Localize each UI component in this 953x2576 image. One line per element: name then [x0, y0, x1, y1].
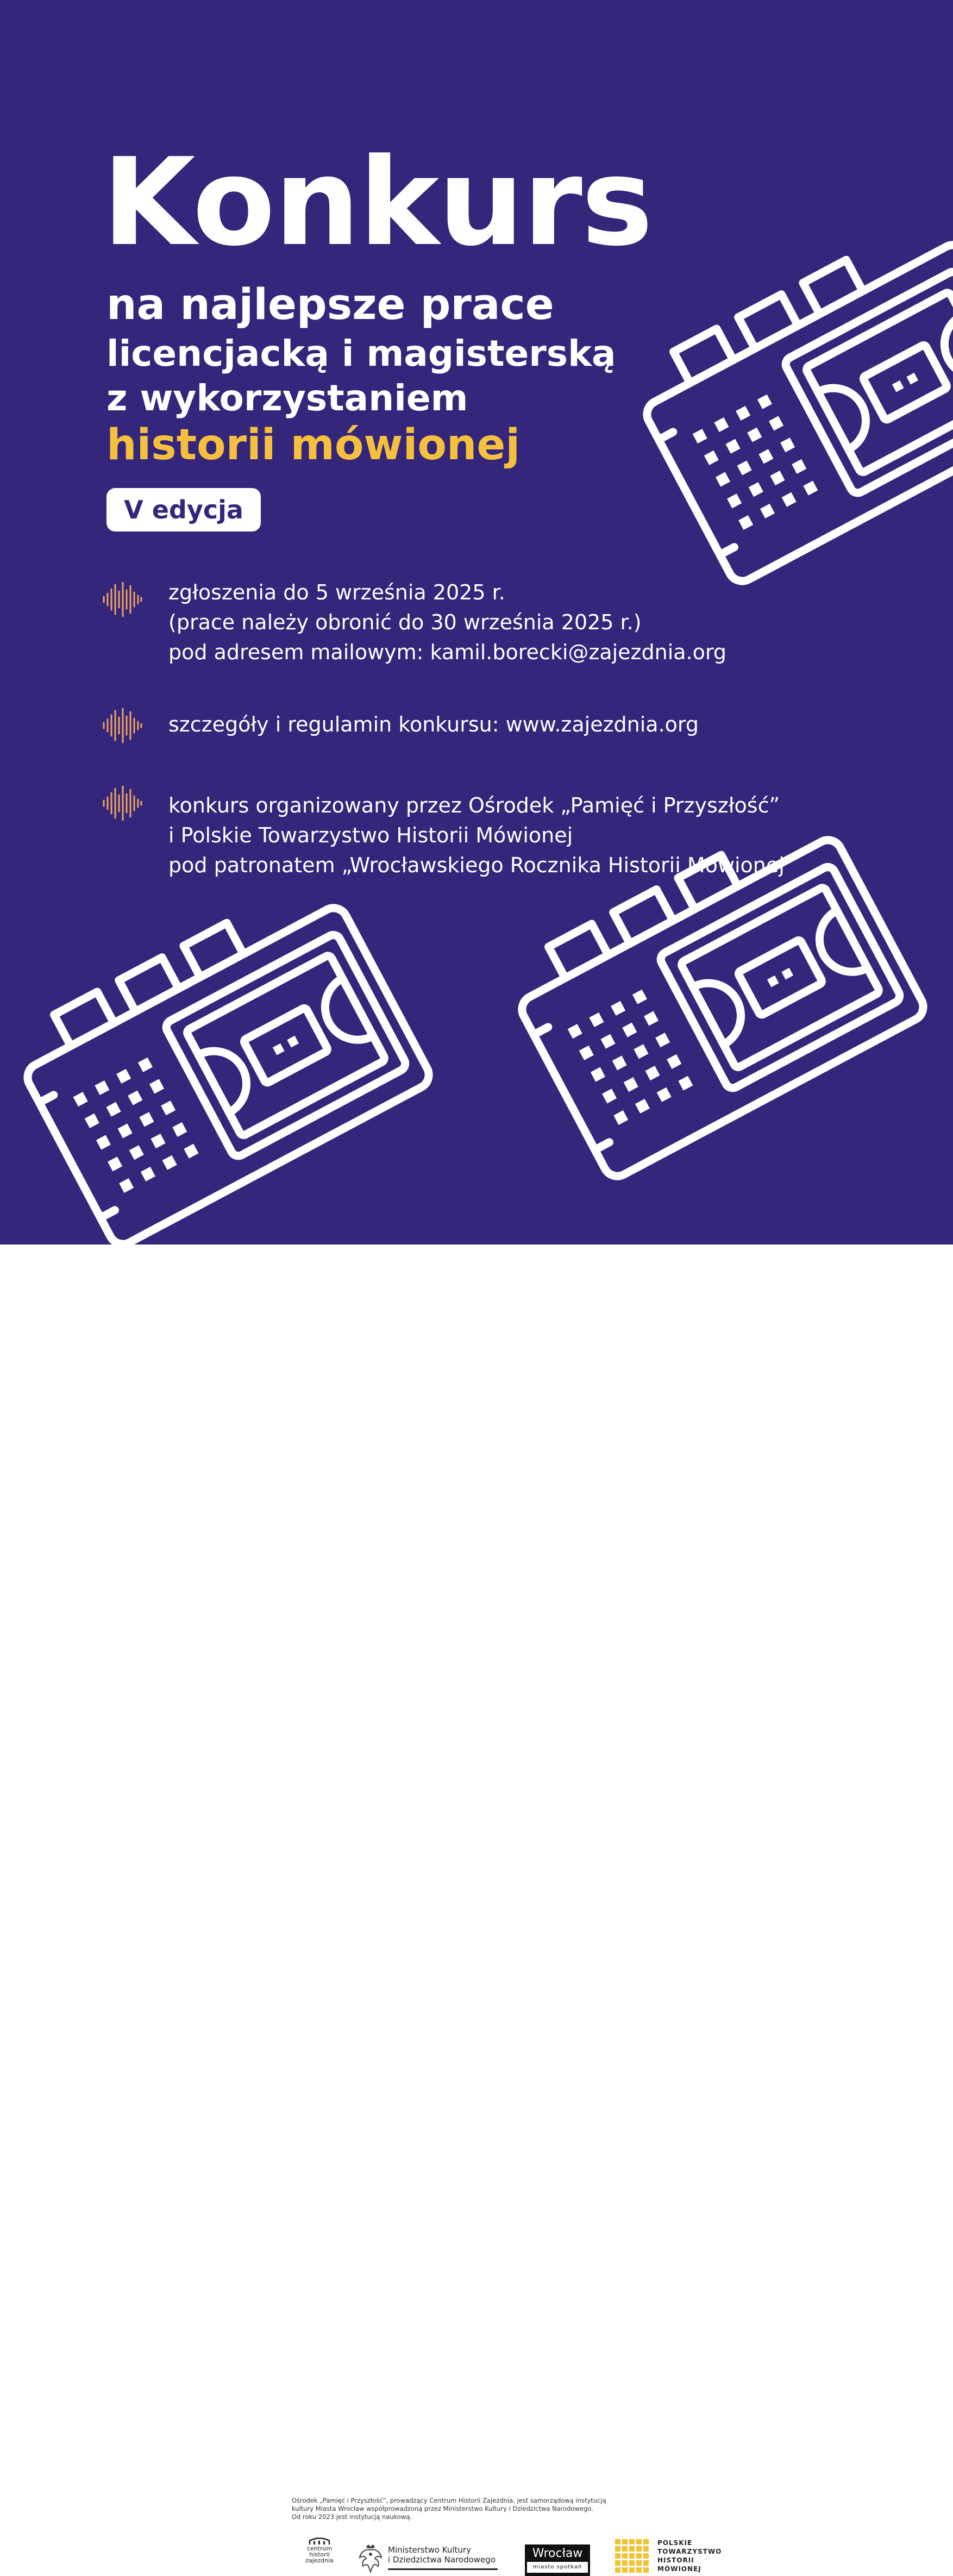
- info-deadline-line: pod adresem mailowym: kamil.borecki@zajezdnia.org: [168, 640, 726, 664]
- ptm-logo-line: MÓWIONEJ: [657, 2565, 701, 2573]
- sound-wave-icon: [102, 706, 142, 745]
- info-organizers-line: konkurs organizowany przez Ośrodek „Pamięć i Przyszłość”: [168, 793, 780, 817]
- sound-wave-icon: [102, 784, 142, 822]
- centrum-logo-line: centrum: [306, 2545, 333, 2552]
- ministry-logo: [358, 2543, 499, 2575]
- subtitle-line-1: na najlepsze prace: [106, 280, 554, 329]
- info-deadline: [168, 578, 726, 667]
- subtitle-line-2: licencjacką i magisterską: [106, 333, 616, 374]
- subtitle-line-3: z wykorzystaniem: [106, 377, 468, 419]
- ptm-logo-line: POLSKIE: [657, 2539, 693, 2547]
- poster-title: Konkurs: [102, 133, 652, 273]
- poster: [0, 0, 953, 1245]
- footer: [0, 1245, 953, 2573]
- wroclaw-logo-tagline: miasto spotkań: [527, 2562, 588, 2573]
- sound-wave-icon: [102, 580, 142, 618]
- ministry-logo-line: Ministerstwo Kultury: [388, 2545, 471, 2555]
- ministry-logo-line: i Dziedzictwa Narodowego: [388, 2555, 496, 2565]
- footer-note-line: kultury Miasta Wrocław współprowadzoną przez Ministerstwo Kultury i Dziedzictwa Narodowego.: [292, 2505, 593, 2512]
- footer-note-line: Ośrodek „Pamięć i Przyszłość”, prowadzący Centrum Historii Zajezdnia, jest samorządową instytucją: [292, 2497, 606, 2504]
- tram-depot-icon: [309, 2537, 330, 2546]
- edition-badge: V edycja: [106, 488, 261, 532]
- recorder-icon-bottom-left: [6, 872, 434, 1245]
- eagle-emblem-icon: [358, 2543, 384, 2574]
- info-organizers-line: pod patronatem „Wrocławskiego Rocznika Historii Mówionej”: [168, 853, 795, 877]
- wroclaw-logo-text: Wrocław: [532, 2547, 583, 2560]
- centrum-logo-line: zajezdnia: [305, 2557, 334, 2564]
- ptm-logo-line: TOWARZYSTWO: [657, 2548, 722, 2555]
- recorder-icon-top-right: [625, 209, 953, 586]
- centrum-historii-zajezdnia-logo: [300, 2537, 339, 2564]
- wroclaw-logo: [525, 2544, 590, 2576]
- footer-note-line: Od roku 2023 jest instytucją naukową.: [292, 2513, 412, 2521]
- info-deadline-line: (prace należy obronić do 30 września 2025 r.): [168, 610, 642, 634]
- ptm-logo-line: HISTORII: [657, 2556, 694, 2564]
- subtitle-highlight: historii mówionej: [106, 421, 521, 470]
- ptm-logo-text: [657, 2539, 722, 2573]
- info-organizers-line: i Polskie Towarzystwo Historii Mówionej: [168, 823, 573, 847]
- ptm-grid-icon: [615, 2539, 649, 2573]
- info-deadline-line: zgłoszenia do 5 września 2025 r.: [168, 580, 505, 604]
- centrum-logo-line: historii: [309, 2551, 330, 2558]
- ministry-logo-underline: [388, 2568, 498, 2570]
- footer-note: [292, 2497, 606, 2521]
- info-organizers: [168, 791, 795, 880]
- info-rules-line: szczegóły i regulamin konkursu: www.zajezdnia.org: [168, 712, 699, 736]
- info-rules: [168, 710, 699, 740]
